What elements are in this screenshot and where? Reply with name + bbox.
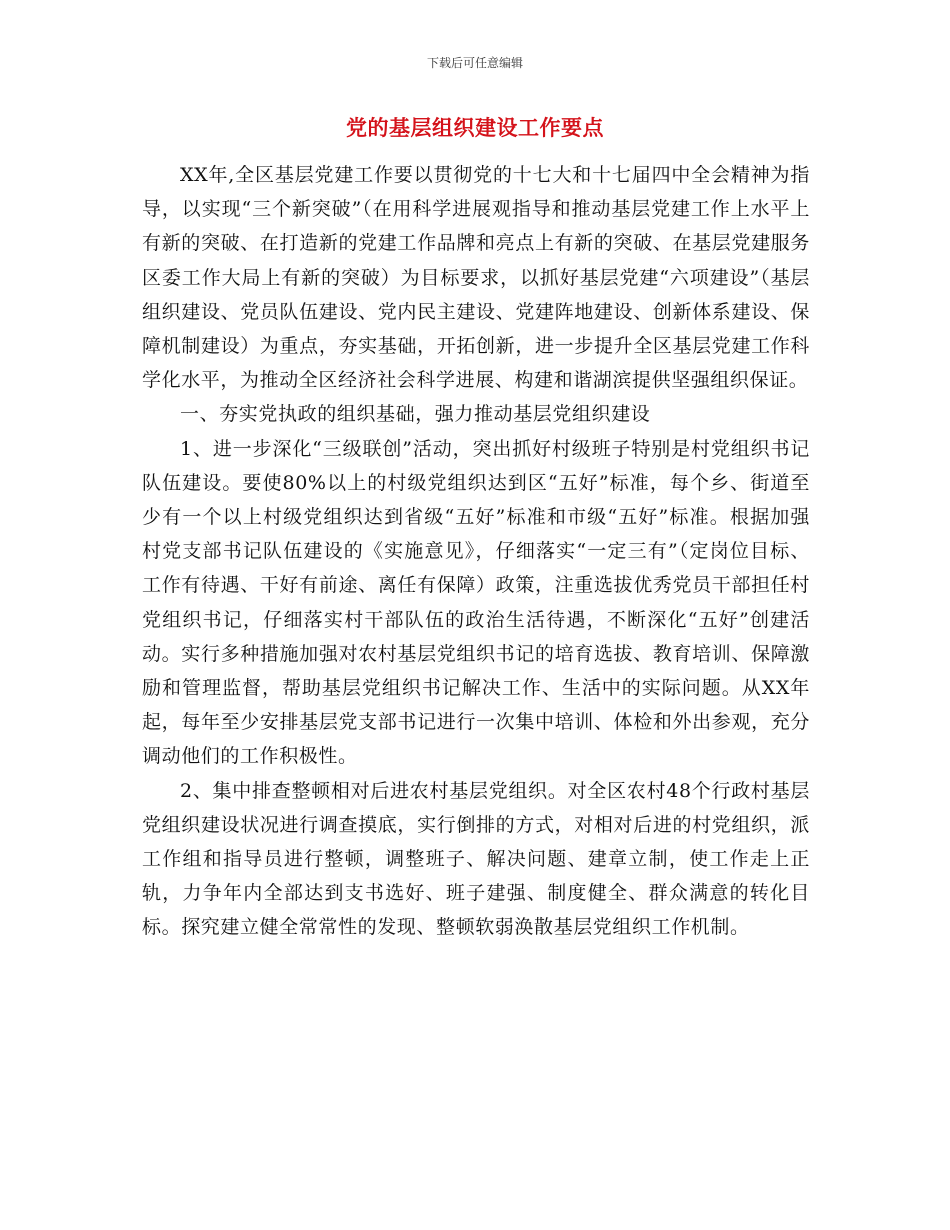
intro-paragraph: XX年,全区基层党建工作要以贯彻党的十七大和十七届四中全会精神为指导，以实现“三个新突破”（在用科学进展观指导和推动基层党建工作上水平上有新的突破、在打造新的党建工作品牌和亮点上有新的突破、在基层党建服务区委工作大局上有新的突破）为目标要求，以抓好基层党建“六项建设”（基层组织建设、党员队伍建设、党内民主建设、党建阵地建设、创新体系建设、保障机制建设）为重点，夯实基础，开拓创新，进一步提升全区基层党建工作科学化水平，为推动全区经济社会科学进展、构建和谐湖滨提供坚强组织保证。 (142, 164, 810, 392)
item-2-paragraph: 2、集中排查整顿相对后进农村基层党组织。对全区农村48个行政村基层党组织建设状况进行调查摸底，实行倒排的方式，对相对后进的村党组织，派工作组和指导员进行整顿，调整班子、解决问题、建章立制，使工作走上正轨，力争年内全部达到支书选好、班子建强、制度健全、群众满意的转化目标。探究建立健全常常性的发现、整顿软弱涣散基层党组织工作机制。 (142, 779, 810, 939)
section-heading: 一、夯实党执政的组织基础，强力推动基层党组织建设 (180, 403, 651, 426)
document-body (142, 158, 810, 945)
item-1-paragraph: 1、进一步深化“三级联创”活动，突出抓好村级班子特别是村党组织书记队伍建设。要使80%以上的村级党组织达到区“五好”标准，每个乡、街道至少有一个以上村级党组织达到省级“五好”标准和市级“五好”标准。根据加强村党支部书记队伍建设的《实施意见》，仔细落实“一定三有”（定岗位目标、工作有待遇、干好有前途、离任有保障）政策，注重选拔优秀党员干部担任村党组织书记，仔细落实村干部队伍的政治生活待遇，不断深化“五好”创建活动。实行多种措施加强对农村基层党组织书记的培育选拔、教育培训、保障激励和管理监督，帮助基层党组织书记解决工作、生活中的实际问题。从XX年起，每年至少安排基层党支部书记进行一次集中培训、体检和外出参观，充分调动他们的工作积极性。 (142, 437, 810, 768)
header-note: 下载后可任意编辑 (426, 56, 523, 70)
document-title: 党的基层组织建设工作要点 (346, 116, 604, 140)
